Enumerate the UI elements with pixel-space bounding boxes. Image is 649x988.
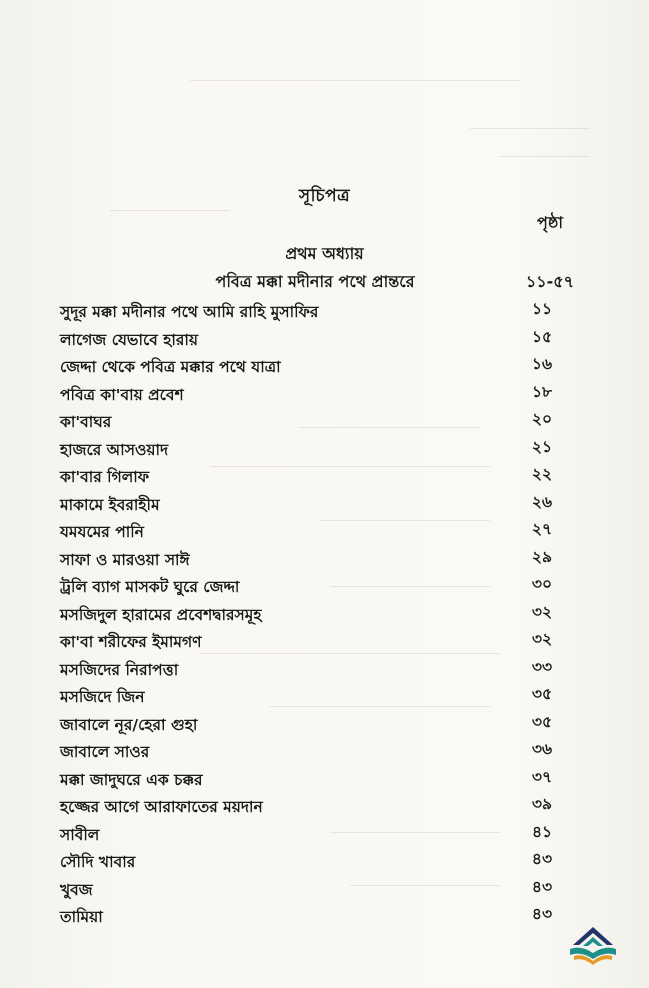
toc-entry-page: ৩৩ xyxy=(531,657,553,676)
toc-entry xyxy=(0,600,649,628)
toc-entry-page: ৩০ xyxy=(531,575,553,593)
toc-entry-title: ট্রলি ব্যাগ মাসকট ঘুরে জেদ্দা xyxy=(60,578,240,596)
toc-entry-page: ১৬ xyxy=(531,355,553,373)
toc-entry-page: ২৬ xyxy=(531,492,553,511)
toc-entry-title: সাফা ও মারওয়া সাঈ xyxy=(60,550,190,569)
toc-entry-title: সৌদি খাবার xyxy=(60,853,136,871)
toc-entry-title: খুবজ xyxy=(60,880,93,899)
toc-entry-page: ২২ xyxy=(531,465,553,483)
bleed-through-line xyxy=(500,156,590,157)
toc-entry xyxy=(0,737,649,765)
toc-entry xyxy=(0,682,649,710)
toc-entry-title: তামিয়া xyxy=(60,908,103,926)
page-title: সূচিপত্র xyxy=(298,186,351,206)
toc-entry-page: ৪৩ xyxy=(531,877,553,896)
toc-entry xyxy=(0,517,649,545)
toc-entry-page: ৩৫ xyxy=(531,712,553,731)
toc-entry xyxy=(0,545,649,573)
toc-entry-page: ৪৩ xyxy=(531,905,553,923)
toc-entry-title: কা'বাঘর xyxy=(60,413,112,431)
toc-entry xyxy=(0,820,649,848)
toc-entry-page: ৩২ xyxy=(531,630,553,648)
toc-entry xyxy=(0,765,649,793)
toc-entry-page: ২১ xyxy=(531,437,553,456)
toc-entry-title: জেদ্দা থেকে পবিত্র মক্কার পথে যাত্রা xyxy=(60,358,281,376)
publisher-logo-icon xyxy=(566,925,620,967)
toc-entry xyxy=(0,710,649,738)
toc-entry-title: কা'বার গিলাফ xyxy=(60,468,150,486)
table-of-contents xyxy=(0,297,649,930)
toc-entry xyxy=(0,325,649,353)
toc-entry-page: ৩৬ xyxy=(531,740,553,758)
toc-entry-title: মক্কা জাদুঘরে এক চক্কর xyxy=(60,770,203,789)
toc-entry-page: ১৮ xyxy=(531,382,553,401)
toc-entry-page: ২০ xyxy=(531,410,553,428)
toc-entry xyxy=(0,792,649,820)
toc-entry xyxy=(0,902,649,930)
toc-entry-title: হজ্জের আগে আরাফাতের ময়দান xyxy=(60,798,263,816)
toc-entry xyxy=(0,627,649,655)
toc-entry-page: ৪৩ xyxy=(531,850,553,868)
toc-entry-title: কা'বা শরীফের ইমামগণ xyxy=(60,633,202,651)
toc-entry xyxy=(0,435,649,463)
toc-entry-title: জাবালে নূর/হেরা গুহা xyxy=(60,715,198,734)
toc-entry xyxy=(0,490,649,518)
toc-entry-page: ২৭ xyxy=(531,520,553,538)
toc-entry-title: মসজিদের নিরাপত্তা xyxy=(60,660,179,679)
bleed-through-line xyxy=(190,80,520,81)
toc-entry-title: সাবীল xyxy=(60,825,100,844)
chapter-title: প্রথম অধ্যায় xyxy=(285,244,364,263)
bleed-through-line xyxy=(470,128,590,129)
page-column-header: পৃষ্ঠা xyxy=(537,213,563,232)
toc-entry-title: সুদূর মক্কা মদীনার পথে আমি রাহি মুসাফির xyxy=(60,303,319,321)
toc-entry xyxy=(0,875,649,903)
toc-entry-page: ২৯ xyxy=(531,547,553,566)
toc-entry xyxy=(0,297,649,325)
toc-entry xyxy=(0,407,649,435)
toc-entry-title: মসজিদুল হারামের প্রবেশদ্বারসমূহ xyxy=(60,605,262,624)
chapter-page-range: ১১-৫৭ xyxy=(525,272,575,291)
toc-entry-page: ৩২ xyxy=(531,602,553,621)
toc-entry-page: ১১ xyxy=(531,300,553,318)
toc-entry-title: পবিত্র কা'বায় প্রবেশ xyxy=(60,385,184,404)
toc-entry xyxy=(0,655,649,683)
toc-entry-title: হাজরে আসওয়াদ xyxy=(60,440,169,459)
chapter-subtitle: পবিত্র মক্কা মদীনার পথে প্রান্তরে xyxy=(215,272,415,291)
toc-entry xyxy=(0,572,649,600)
toc-entry-page: ৩৭ xyxy=(531,767,553,786)
toc-entry xyxy=(0,462,649,490)
toc-entry-page: ৩৫ xyxy=(531,685,553,703)
toc-entry xyxy=(0,847,649,875)
toc-entry-page: ১৫ xyxy=(531,327,553,346)
chapter-subtitle-row xyxy=(0,269,649,293)
toc-entry xyxy=(0,380,649,408)
toc-entry-title: জাবালে সাওর xyxy=(60,743,150,761)
toc-entry-page: ৪১ xyxy=(531,822,553,841)
toc-entry-title: লাগেজ যেভাবে হারায় xyxy=(60,330,198,349)
toc-entry-title: যমযমের পানি xyxy=(60,523,144,541)
toc-entry-title: মসজিদে জিন xyxy=(60,688,145,706)
toc-entry xyxy=(0,352,649,380)
toc-entry-title: মাকামে ইবরাহীম xyxy=(60,495,160,514)
toc-entry-page: ৩৯ xyxy=(531,795,553,813)
